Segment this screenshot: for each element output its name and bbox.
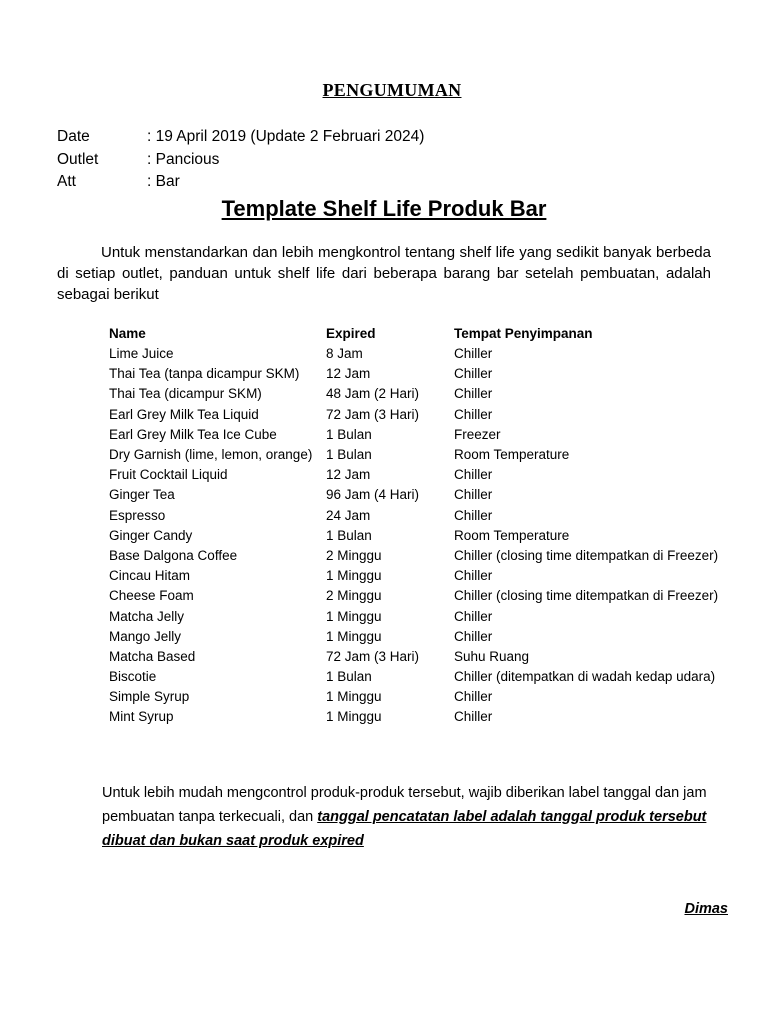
cell-name: Espresso xyxy=(109,507,166,523)
cell-storage: Chiller xyxy=(454,507,493,523)
table-row xyxy=(104,707,739,727)
cell-storage: Chiller (closing time ditempatkan di Freezer) xyxy=(454,588,719,604)
cell-expired: 1 Minggu xyxy=(326,709,382,725)
signature: Dimas xyxy=(684,901,728,917)
table-body xyxy=(104,344,739,728)
cell-name: Earl Grey Milk Tea Liquid xyxy=(109,406,259,422)
intro-paragraph: Untuk menstandarkan dan lebih mengkontrol tentang shelf life yang sedikit banyak berbeda di setiap outlet, panduan untuk shelf life dari beberapa barang bar setelah pembuatan, adalah sebagai berikut xyxy=(57,244,711,303)
meta-value: : Pancious xyxy=(147,150,220,168)
cell-expired: 1 Bulan xyxy=(326,527,372,543)
cell-expired: 72 Jam (3 Hari) xyxy=(326,648,420,664)
cell-storage: Chiller xyxy=(454,628,493,644)
footer-note xyxy=(102,781,722,853)
cell-name: Lime Juice xyxy=(109,346,174,362)
header-storage: Tempat Penyimpanan xyxy=(454,326,593,341)
cell-name: Mango Jelly xyxy=(109,628,182,644)
meta-key: Date xyxy=(57,128,90,145)
table-row xyxy=(104,425,739,445)
cell-storage: Freezer xyxy=(454,426,501,442)
cell-name: Matcha Based xyxy=(109,648,196,664)
cell-expired: 8 Jam xyxy=(326,346,363,362)
cell-expired: 72 Jam (3 Hari) xyxy=(326,406,420,422)
cell-name: Cincau Hitam xyxy=(109,568,191,584)
meta-value: : Bar xyxy=(147,173,180,190)
cell-storage: Chiller (closing time ditempatkan di Freezer) xyxy=(454,547,719,563)
cell-name: Dry Garnish (lime, lemon, orange) xyxy=(109,447,313,463)
cell-storage: Chiller xyxy=(454,366,493,382)
table-row xyxy=(104,405,739,425)
cell-storage: Chiller xyxy=(454,709,493,725)
cell-name: Earl Grey Milk Tea Ice Cube xyxy=(109,426,277,442)
cell-expired: 1 Minggu xyxy=(326,628,382,644)
cell-expired: 1 Bulan xyxy=(326,447,372,463)
header-expired: Expired xyxy=(326,326,376,341)
meta-row-date xyxy=(57,126,424,149)
cell-name: Fruit Cocktail Liquid xyxy=(109,467,228,483)
cell-storage: Chiller (ditempatkan di wadah kedap udara) xyxy=(454,669,716,685)
table-row xyxy=(104,546,739,566)
table-row xyxy=(104,445,739,465)
cell-expired: 24 Jam xyxy=(326,507,371,523)
cell-storage: Chiller xyxy=(454,406,493,422)
cell-name: Thai Tea (tanpa dicampur SKM) xyxy=(109,366,300,382)
cell-storage: Chiller xyxy=(454,689,493,705)
meta-row-outlet xyxy=(57,149,424,172)
cell-expired: 48 Jam (2 Hari) xyxy=(326,386,420,402)
document-title: Template Shelf Life Produk Bar xyxy=(221,196,547,221)
table-row xyxy=(104,586,739,606)
footer-text: Untuk lebih mudah mengcontrol produk-produk tersebut, wajib diberikan label tanggal dan jam pembuatan tanpa terkecuali, dan xyxy=(102,785,707,825)
cell-name: Cheese Foam xyxy=(109,588,194,604)
cell-storage: Chiller xyxy=(454,346,493,362)
cell-storage: Chiller xyxy=(454,386,493,402)
announcement-heading: PENGUMUMAN xyxy=(322,80,462,100)
cell-storage: Chiller xyxy=(454,608,493,624)
cell-name: Biscotie xyxy=(109,669,157,685)
cell-storage: Room Temperature xyxy=(454,527,570,543)
cell-storage: Chiller xyxy=(454,487,493,503)
cell-name: Mint Syrup xyxy=(109,709,174,725)
table-row xyxy=(104,627,739,647)
cell-expired: 1 Minggu xyxy=(326,608,382,624)
meta-key: Att xyxy=(57,173,76,190)
meta-row-att xyxy=(57,171,424,194)
cell-expired: 12 Jam xyxy=(326,467,371,483)
meta-block xyxy=(57,126,424,194)
table-row xyxy=(104,606,739,626)
cell-expired: 2 Minggu xyxy=(326,588,382,604)
cell-expired: 1 Bulan xyxy=(326,669,372,685)
table-row xyxy=(104,485,739,505)
cell-name: Ginger Tea xyxy=(109,487,175,503)
cell-expired: 1 Minggu xyxy=(326,568,382,584)
shelf-life-table xyxy=(104,323,739,728)
cell-name: Matcha Jelly xyxy=(109,608,185,624)
cell-name: Base Dalgona Coffee xyxy=(109,547,238,563)
cell-expired: 1 Bulan xyxy=(326,426,372,442)
cell-expired: 1 Minggu xyxy=(326,689,382,705)
header-name: Name xyxy=(109,326,146,341)
table-row xyxy=(104,364,739,384)
table-row xyxy=(104,506,739,526)
table-row xyxy=(104,667,739,687)
cell-storage: Suhu Ruang xyxy=(454,648,530,664)
table-row xyxy=(104,647,739,667)
table-row xyxy=(104,344,739,364)
table-row xyxy=(104,526,739,546)
cell-name: Thai Tea (dicampur SKM) xyxy=(109,386,262,402)
table-row xyxy=(104,687,739,707)
cell-storage: Chiller xyxy=(454,467,493,483)
table-header-row xyxy=(104,323,739,344)
cell-expired: 12 Jam xyxy=(326,366,371,382)
cell-name: Simple Syrup xyxy=(109,689,190,705)
cell-storage: Room Temperature xyxy=(454,447,570,463)
table-row xyxy=(104,465,739,485)
table-row xyxy=(104,384,739,404)
cell-expired: 96 Jam (4 Hari) xyxy=(326,487,420,503)
meta-key: Outlet xyxy=(57,150,99,168)
meta-value: : 19 April 2019 (Update 2 Februari 2024) xyxy=(147,128,425,145)
footer-emphasis: tanggal pencatatan label adalah tanggal produk tersebut dibuat dan bukan saat produk expired xyxy=(102,809,707,849)
cell-storage: Chiller xyxy=(454,568,493,584)
cell-name: Ginger Candy xyxy=(109,527,193,543)
table-row xyxy=(104,566,739,586)
cell-expired: 2 Minggu xyxy=(326,547,382,563)
